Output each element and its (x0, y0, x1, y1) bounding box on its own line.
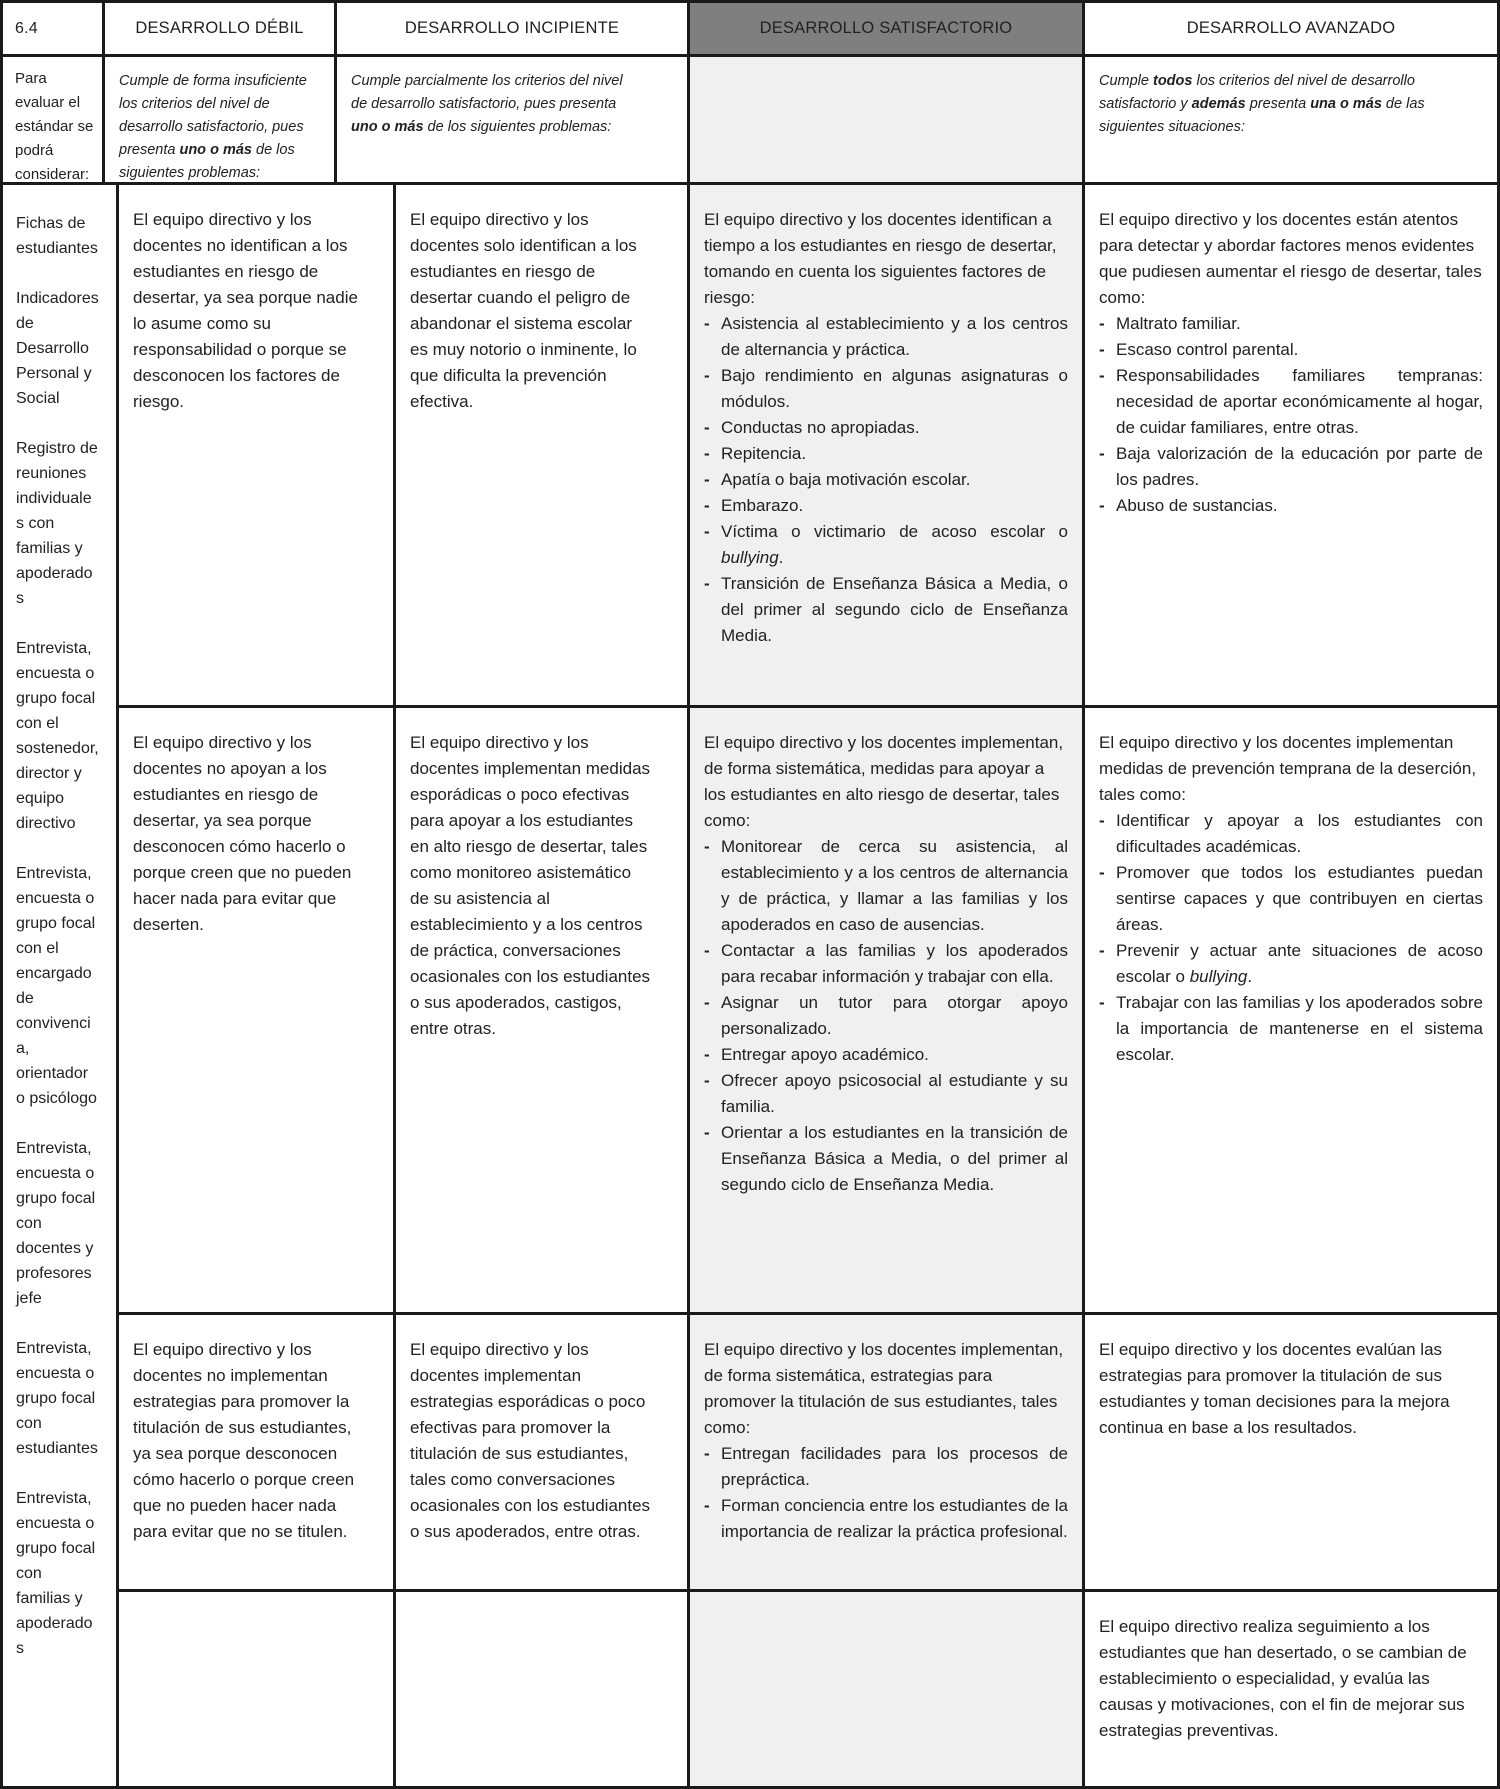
bullet-item (704, 1120, 1068, 1198)
bullet-dash-icon: - (1099, 444, 1105, 463)
cell-row1-avanzado (1085, 185, 1497, 708)
bullet-text: Identificar y apoyar a los estudiantes con dificultades académicas. (1116, 811, 1483, 856)
bullet-text: Forman conciencia entre los estudiantes de la importancia de realizar la práctica profesional. (721, 1496, 1068, 1541)
bullet-item (704, 938, 1068, 990)
cell-paragraph: El equipo directivo y los docentes implementan medidas de prevención temprana de la deserción, tales como: (1099, 733, 1477, 804)
table-header-section (3, 3, 1497, 185)
column-header-desarrollo-incipiente: DESARROLLO INCIPIENTE (337, 3, 690, 57)
evaluation-source-item: Entrevista, encuesta o grupo focal con estudiantes (16, 1340, 98, 1457)
bullet-dash-icon: - (704, 941, 710, 960)
bullet-text: Abuso de sustancias. (1116, 496, 1278, 515)
bullet-item (1099, 493, 1483, 519)
cell-paragraph: El equipo directivo y los docentes implementan, de forma sistemática, medidas para apoyar a los estudiantes en alto riesgo de desertar, tales como: (704, 733, 1064, 830)
bullet-text: Asignar un tutor para otorgar apoyo personalizado. (721, 993, 1068, 1038)
bullet-item (704, 415, 1068, 441)
bullet-dash-icon: - (704, 1444, 710, 1463)
bullet-text: Orientar a los estudiantes en la transición de Enseñanza Básica a Media, o del primer al segundo ciclo de Enseñanza Media. (721, 1123, 1068, 1194)
bullet-text: Entregan facilidades para los procesos de prepráctica. (721, 1444, 1068, 1489)
bullet-dash-icon: - (1099, 314, 1105, 333)
bullet-dash-icon: - (704, 522, 710, 541)
bullet-dash-icon: - (704, 1045, 710, 1064)
bullet-text: Asistencia al establecimiento y a los centros de alternancia y práctica. (721, 314, 1068, 359)
bullet-text: Víctima o victimario de acoso escolar o bullying. (721, 522, 1068, 567)
evaluation-sources (3, 185, 119, 1786)
cell-row3-debil (119, 1315, 396, 1592)
bullet-dash-icon: - (704, 366, 710, 385)
evaluation-source-item: Fichas de estudiantes (16, 215, 98, 257)
evaluation-note: Para evaluar el estándar se podrá considerar: (3, 57, 105, 185)
cell-paragraph: El equipo directivo y los docentes evalúan las estrategias para promover la titulación de sus estudiantes y toman decisiones para la mejora continua en base a los resultados. (1099, 1340, 1450, 1437)
column-header-desarrollo-debil: DESARROLLO DÉBIL (105, 3, 337, 57)
column-header-desarrollo-satisfactorio: DESARROLLO SATISFACTORIO (690, 3, 1085, 57)
table-body-section (3, 185, 1497, 1786)
cell-row3-satisfactorio (690, 1315, 1085, 1592)
bullet-item (704, 441, 1068, 467)
bullet-text: Escaso control parental. (1116, 340, 1299, 359)
bullet-text: Contactar a las familias y los apoderados para recabar información y trabajar con ella. (721, 941, 1068, 986)
bullet-dash-icon: - (704, 496, 710, 515)
descriptor-incipiente: Cumple parcialmente los criterios del nivel de desarrollo satisfactorio, pues presenta uno o más de los siguientes problemas: (337, 57, 690, 185)
bullet-dash-icon: - (704, 837, 710, 856)
cell-row2-incipiente (396, 708, 690, 1315)
cell-paragraph: El equipo directivo y los docentes identifican a tiempo a los estudiantes en riesgo de desertar, tomando en cuenta los siguientes factores de riesgo: (704, 210, 1057, 307)
bullet-text: Responsabilidades familiares tempranas: necesidad de aportar económicamente al hogar, de cuidar familiares, entre otras. (1116, 366, 1483, 437)
bullet-text: Bajo rendimiento en algunas asignaturas o módulos. (721, 366, 1068, 411)
bullet-item (1099, 860, 1483, 938)
bullet-dash-icon: - (704, 1071, 710, 1090)
bullet-item (704, 1068, 1068, 1120)
evaluation-source-item: Entrevista, encuesta o grupo focal con docentes y profesores jefe (16, 1140, 96, 1307)
bullet-text: Entregar apoyo académico. (721, 1045, 929, 1064)
bullet-dash-icon: - (1099, 496, 1105, 515)
bullet-text: Apatía o baja motivación escolar. (721, 470, 971, 489)
bullet-item (1099, 363, 1483, 441)
cell-row2-satisfactorio (690, 708, 1085, 1315)
bullet-item (1099, 337, 1483, 363)
cell-row4-avanzado (1085, 1592, 1497, 1786)
bullet-dash-icon: - (704, 993, 710, 1012)
bullet-dash-icon: - (704, 314, 710, 333)
cell-paragraph: El equipo directivo y los docentes solo identifican a los estudiantes en riesgo de desertar cuando el peligro de abandonar el sistema escolar es muy notorio o inminente, lo que dificulta la prevención efectiva. (410, 210, 637, 411)
cell-paragraph: El equipo directivo y los docentes están atentos para detectar y abordar factores menos evidentes que pudiesen aumentar el riesgo de desertar, tales como: (1099, 210, 1482, 307)
bullet-dash-icon: - (1099, 811, 1105, 830)
evaluation-source-item: Entrevista, encuesta o grupo focal con el encargado de convivencia, orientador o psicólogo (16, 865, 97, 1107)
cell-row2-avanzado (1085, 708, 1497, 1315)
cell-row2-debil (119, 708, 396, 1315)
bullet-text: Trabajar con las familias y los apoderados sobre la importancia de mantenerse en el sistema escolar. (1116, 993, 1483, 1064)
bullet-dash-icon: - (704, 444, 710, 463)
bullet-item (1099, 808, 1483, 860)
cell-paragraph: El equipo directivo y los docentes implementan medidas esporádicas o poco efectivas para apoyar a los estudiantes en alto riesgo de desertar, tales como monitoreo asistemático de su asistencia al establecimiento y a los centros de práctica, conversaciones ocasionales con los estudiantes o sus apoderados, castigos, entre otras. (410, 733, 651, 1038)
evaluation-source-item: Registro de reuniones individuales con familias y apoderados (16, 440, 98, 607)
bullet-item (704, 363, 1068, 415)
cell-row1-satisfactorio (690, 185, 1085, 708)
cell-paragraph: El equipo directivo y los docentes implementan estrategias esporádicas o poco efectivas para promover la titulación de sus estudiantes, tales como conversaciones ocasionales con los estudiantes o sus apoderados, entre otras. (410, 1340, 651, 1541)
column-header-desarrollo-avanzado: DESARROLLO AVANZADO (1085, 3, 1497, 57)
cell-paragraph: El equipo directivo y los docentes no identifican a los estudiantes en riesgo de desertar, ya sea porque nadie lo asume como su responsabilidad o porque se desconocen los factores de riesgo. (133, 210, 358, 411)
bullet-item (1099, 990, 1483, 1068)
bullet-text: Repitencia. (721, 444, 807, 463)
cell-row4-debil-empty (119, 1592, 396, 1786)
bullet-text: Monitorear de cerca su asistencia, al establecimiento y a los centros de alternancia y de práctica, y llamar a las familias y los apoderados en caso de ausencias. (721, 837, 1068, 934)
descriptor-debil: Cumple de forma insuficiente los criterios del nivel de desarrollo satisfactorio, pues presenta uno o más de los siguientes problemas: (105, 57, 337, 185)
bullet-dash-icon: - (704, 470, 710, 489)
bullet-text: Baja valorización de la educación por parte de los padres. (1116, 444, 1483, 489)
bullet-item (1099, 441, 1483, 493)
bullet-item (704, 1042, 1068, 1068)
cell-row4-incipiente-empty (396, 1592, 690, 1786)
bullet-text: Promover que todos los estudiantes puedan sentirse capaces y que contribuyen en ciertas áreas. (1116, 863, 1483, 934)
bullet-text: Maltrato familiar. (1116, 314, 1241, 333)
cell-paragraph: El equipo directivo y los docentes implementan, de forma sistemática, estrategias para promover la titulación de sus estudiantes, tales como: (704, 1340, 1064, 1437)
cell-row4-satisfactorio-empty (690, 1592, 1085, 1786)
bullet-text: Ofrecer apoyo psicosocial al estudiante y su familia. (721, 1071, 1068, 1116)
cell-row3-avanzado (1085, 1315, 1497, 1592)
bullet-item (704, 834, 1068, 938)
bullet-item (704, 1493, 1068, 1545)
bullet-text: Prevenir y actuar ante situaciones de acoso escolar o bullying. (1116, 941, 1483, 986)
bullet-text: Embarazo. (721, 496, 804, 515)
bullet-text: Conductas no apropiadas. (721, 418, 920, 437)
bullet-item (704, 311, 1068, 363)
bullet-dash-icon: - (1099, 366, 1105, 385)
bullet-item (704, 571, 1068, 649)
cell-paragraph: El equipo directivo y los docentes no implementan estrategias para promover la titulación de sus estudiantes, ya sea porque desconocen cómo hacerlo o porque creen que no pueden hacer nada para evitar que no se titulen. (133, 1340, 355, 1541)
descriptor-avanzado: Cumple todos los criterios del nivel de desarrollo satisfactorio y además presenta una o más de las siguientes situaciones: (1085, 57, 1497, 185)
bullet-item (704, 519, 1068, 571)
bullet-item (704, 990, 1068, 1042)
bullet-dash-icon: - (704, 418, 710, 437)
bullet-item (704, 493, 1068, 519)
bullet-text: Transición de Enseñanza Básica a Media, o del primer al segundo ciclo de Enseñanza Media. (721, 574, 1068, 645)
evaluation-source-item: Indicadores de Desarrollo Personal y Social (16, 290, 99, 407)
descriptor-satisfactorio-empty (690, 57, 1085, 185)
bullet-dash-icon: - (704, 574, 710, 593)
cell-row1-debil (119, 185, 396, 708)
bullet-item (1099, 938, 1483, 990)
standard-code: 6.4 (3, 3, 105, 57)
bullet-dash-icon: - (1099, 993, 1105, 1012)
bullet-dash-icon: - (1099, 941, 1105, 960)
bullet-dash-icon: - (1099, 863, 1105, 882)
bullet-dash-icon: - (1099, 340, 1105, 359)
bullet-item (704, 467, 1068, 493)
bullet-dash-icon: - (704, 1123, 710, 1142)
cell-paragraph: El equipo directivo realiza seguimiento a los estudiantes que han desertado, o se cambian de establecimiento o especialidad, y evalúa las causas y motivaciones, con el fin de mejorar sus estrategias preventivas. (1099, 1617, 1467, 1740)
bullet-dash-icon: - (704, 1496, 710, 1515)
cell-row1-incipiente (396, 185, 690, 708)
cell-row3-incipiente (396, 1315, 690, 1592)
bullet-item (704, 1441, 1068, 1493)
cell-paragraph: El equipo directivo y los docentes no apoyan a los estudiantes en riesgo de desertar, ya sea porque desconocen cómo hacerlo o porque creen que no pueden hacer nada para evitar que deserten. (133, 733, 352, 934)
evaluation-source-item: Entrevista, encuesta o grupo focal con familias y apoderados (16, 1490, 96, 1657)
evaluation-source-item: Entrevista, encuesta o grupo focal con el sostenedor, director y equipo directivo (16, 640, 99, 832)
bullet-item (1099, 311, 1483, 337)
